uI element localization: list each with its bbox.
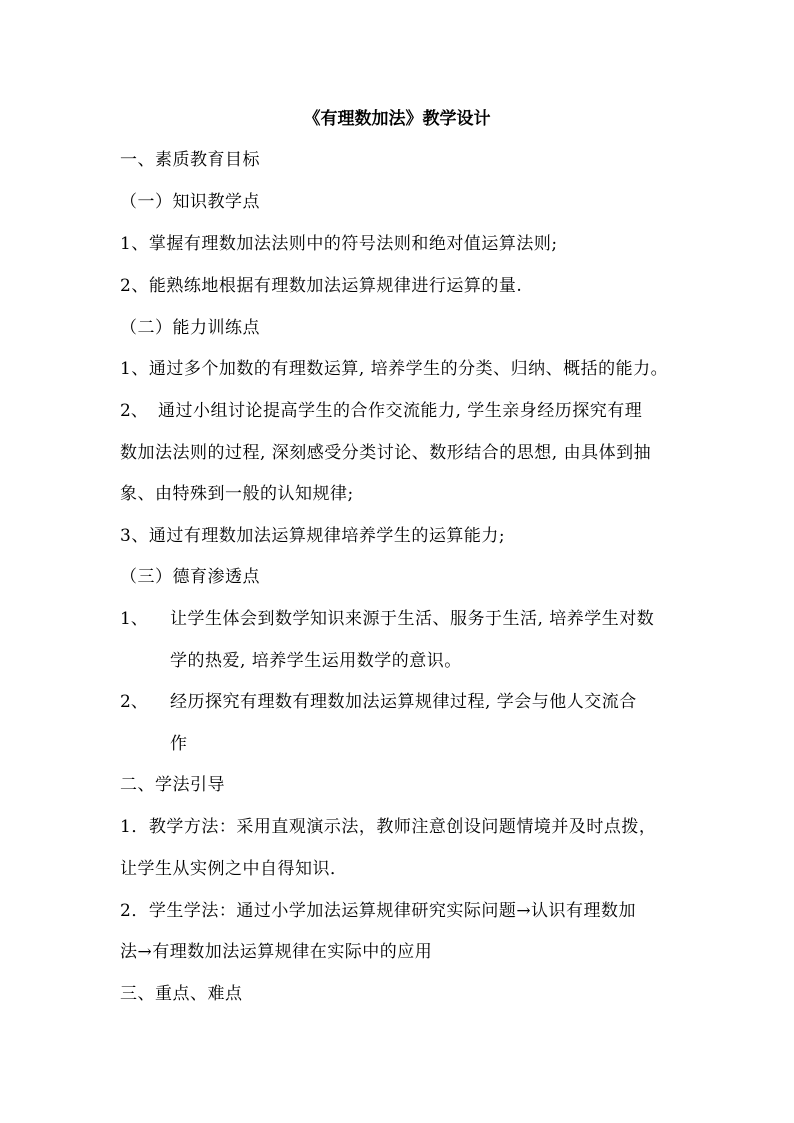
section-heading-goals: 一、素质教育目标 — [120, 150, 260, 170]
learning-item-2-line-2: 法→有理数加法运算规律在实际中的应用 — [120, 942, 433, 962]
subsection-heading-ability: （二）能力训练点 — [120, 318, 260, 338]
knowledge-item-2: 2、能熟练地根据有理数加法运算规律进行运算的量. — [120, 276, 523, 296]
ability-item-2-line-3: 象、由特殊到一般的认知规律; — [120, 484, 354, 504]
moral-item-1-line-1: 让学生体会到数学知识来源于生活、服务于生活, 培养学生对数 — [170, 609, 655, 629]
learning-item-1-line-2: 让学生从实例之中自得知识． — [120, 859, 348, 879]
moral-item-1-number: 1、 — [120, 609, 148, 629]
knowledge-item-1: 1、掌握有理数加法法则中的符号法则和绝对值运算法则; — [120, 234, 558, 254]
ability-item-3: 3、通过有理数加法运算规律培养学生的运算能力; — [120, 526, 506, 546]
learning-item-2-line-1: 2．学生学法：通过小学加法运算规律研究实际问题→认识有理数加 — [120, 901, 637, 921]
ability-item-2-line-2: 数加法法则的过程, 深刻感受分类讨论、数形结合的思想, 由具体到抽 — [120, 443, 652, 463]
ability-item-1: 1、通过多个加数的有理数运算, 培养学生的分类、归纳、概括的能力。 — [120, 359, 669, 379]
subsection-heading-knowledge: （一）知识教学点 — [120, 192, 260, 212]
moral-item-2-line-1: 经历探究有理数有理数加法运算规律过程, 学会与他人交流合 — [170, 692, 637, 712]
ability-item-2-number: 2、 — [120, 401, 148, 421]
moral-item-2-line-2: 作 — [170, 734, 188, 754]
section-heading-learning: 二、学法引导 — [120, 775, 225, 795]
learning-item-1-line-1: 1．教学方法：采用直观演示法，教师注意创设问题情境并及时点拨， — [120, 817, 657, 837]
section-heading-key-points: 三、重点、难点 — [120, 984, 243, 1004]
ability-item-2-line-1: 通过小组讨论提高学生的合作交流能力, 学生亲身经历探究有理 — [158, 401, 643, 421]
subsection-heading-moral: （三）德育渗透点 — [120, 567, 260, 587]
moral-item-1-line-2: 学的热爱, 培养学生运用数学的意识。 — [170, 651, 462, 671]
moral-item-2-number: 2、 — [120, 692, 148, 712]
document-title: 《有理数加法》教学设计 — [303, 109, 491, 129]
